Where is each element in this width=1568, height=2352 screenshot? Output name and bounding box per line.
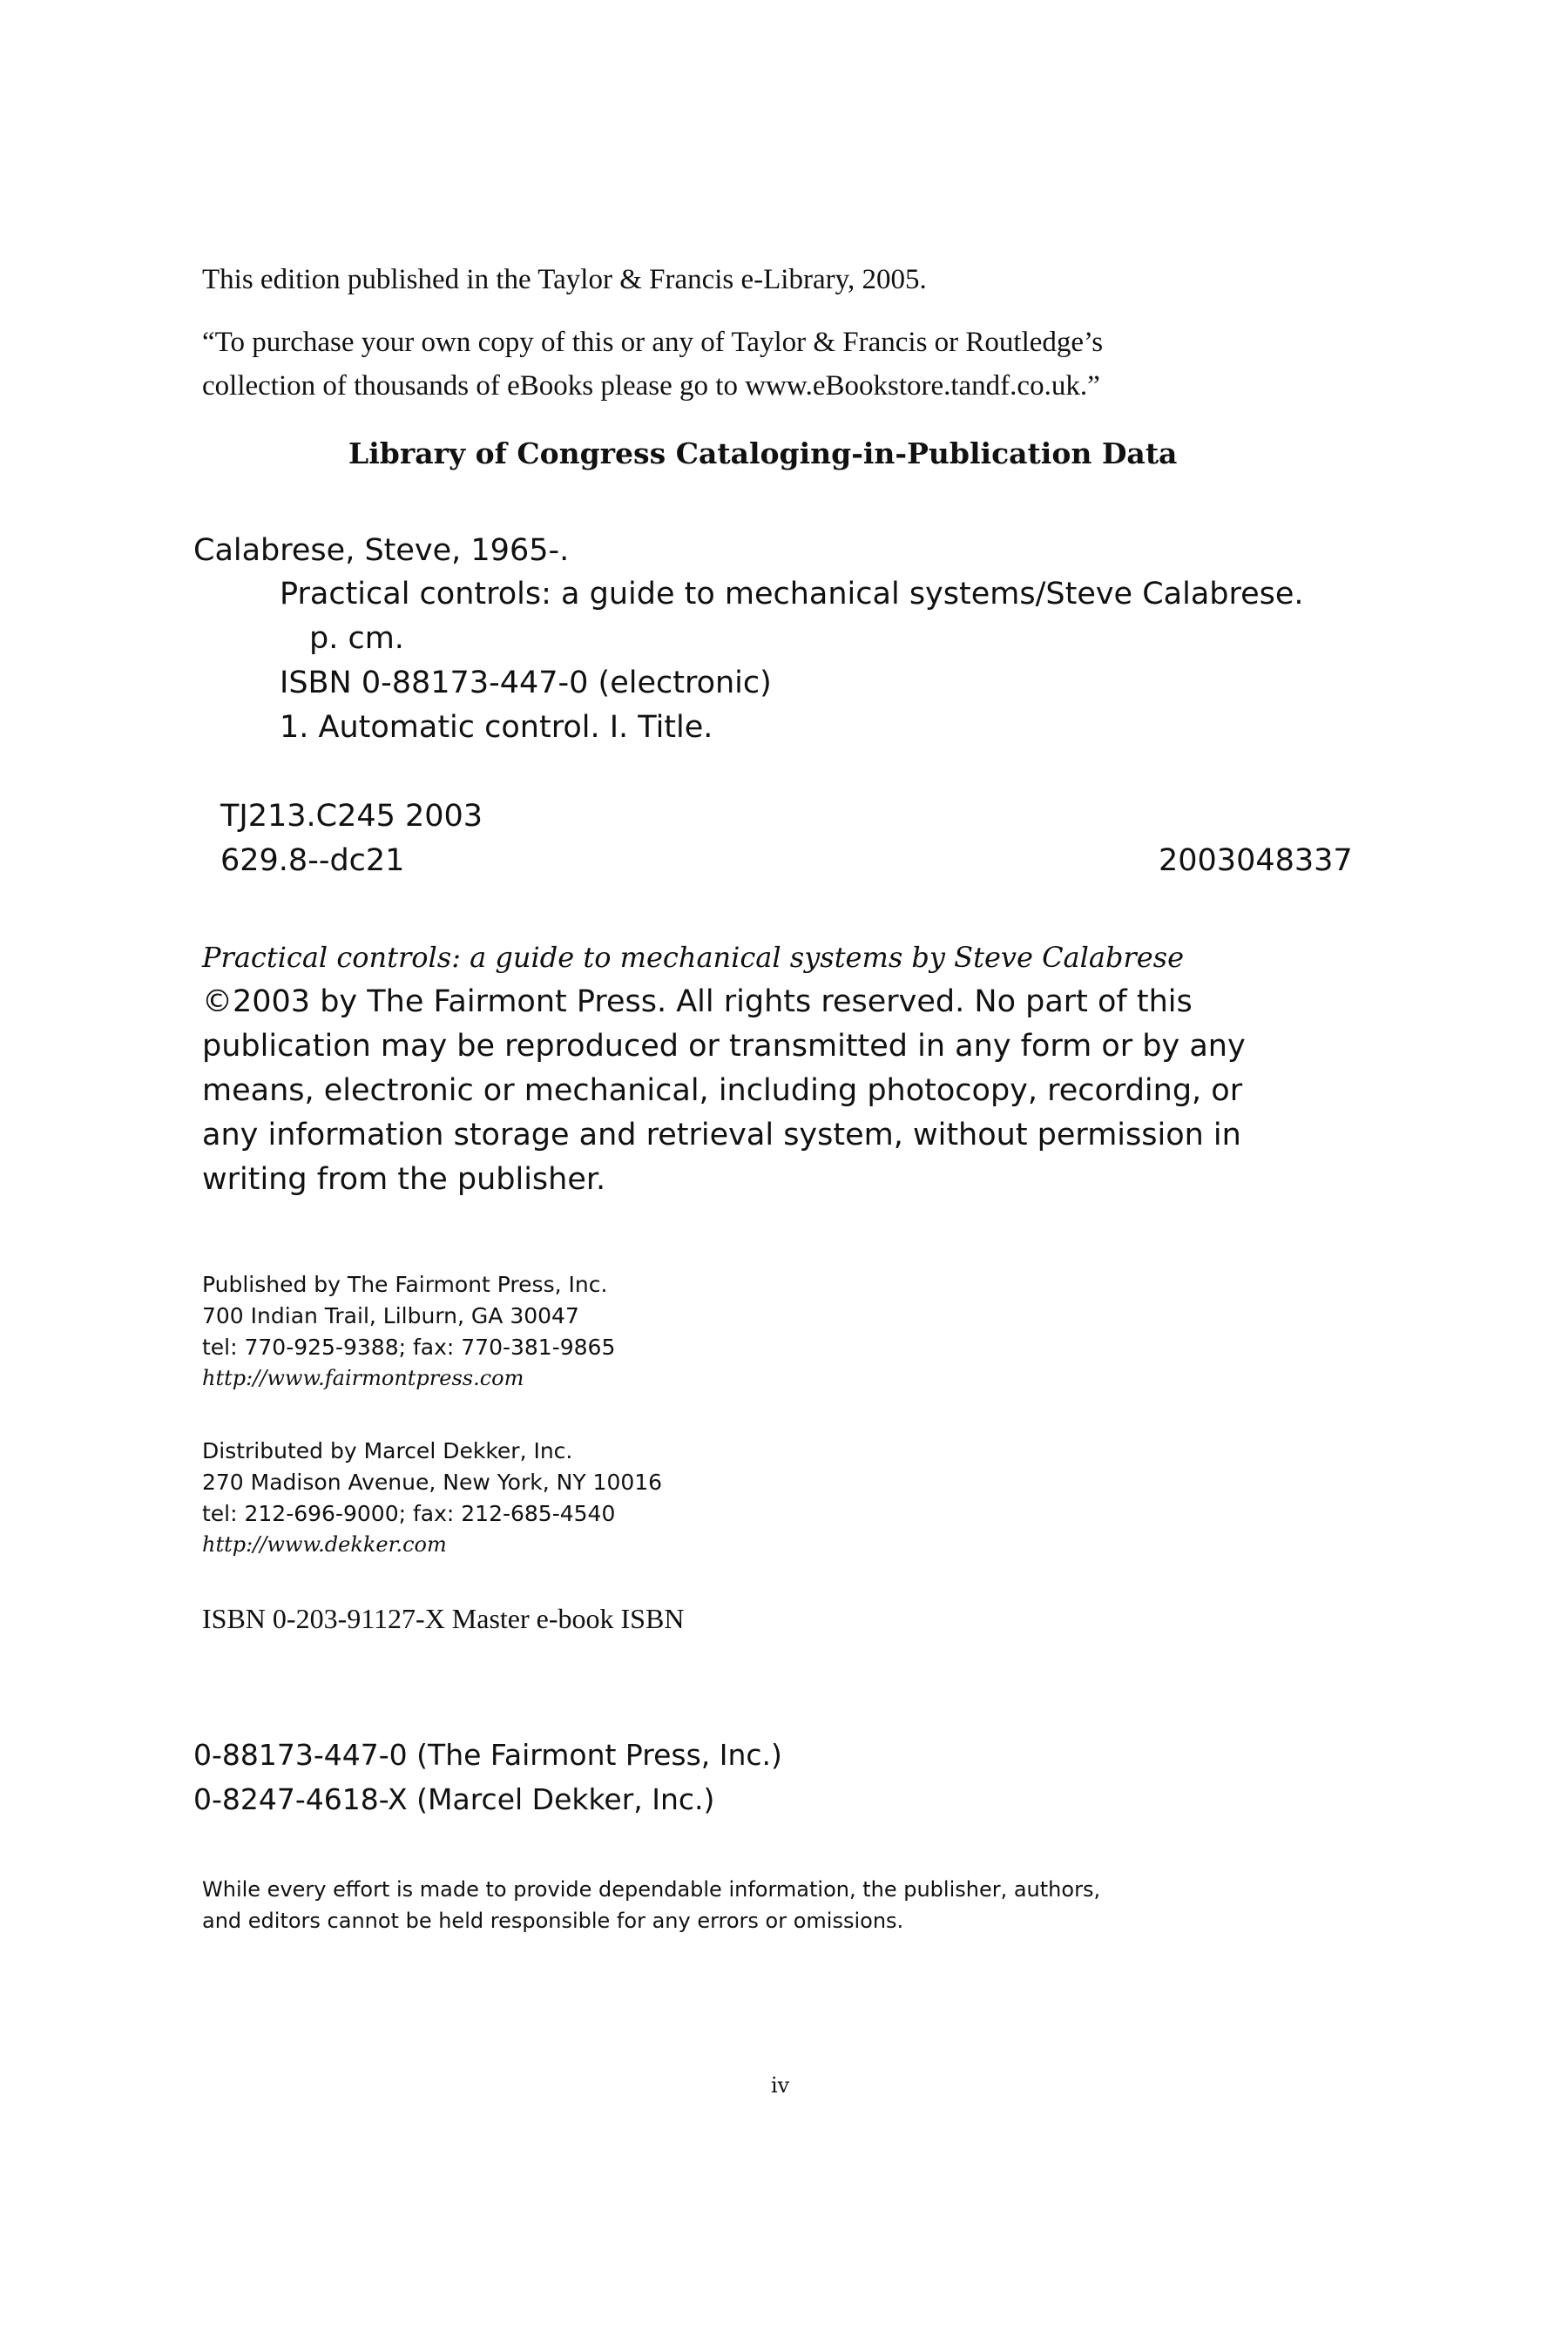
distributor-phone: tel: 212-696-9000; fax: 212-685-4540 [202,1501,616,1526]
copyright-line-1: ©2003 by The Fairmont Press. All rights reserved. No part of this [202,984,1193,1019]
purchase-notice-line-1: “To purchase your own copy of this or any of Taylor & Francis or Routledge’s [202,327,1104,358]
distributor-url[interactable]: http://www.dekker.com [202,1532,447,1557]
lc-class-number: TJ213.C245 2003 [220,799,483,834]
cip-pcm: p. cm. [309,621,404,656]
dewey-number: 629.8--dc21 [220,843,405,878]
lccn: 2003048337 [1159,843,1353,878]
distributor-address: 270 Madison Avenue, New York, NY 10016 [202,1470,663,1495]
copyright-line-3: means, electronic or mechanical, including photocopy, recording, or [202,1073,1243,1108]
publisher-name: Published by The Fairmont Press, Inc. [202,1272,608,1297]
isbn-dekker: 0-8247-4618-X (Marcel Dekker, Inc.) [193,1782,715,1816]
cip-isbn: ISBN 0-88173-447-0 (electronic) [280,666,772,700]
cip-subject: 1. Automatic control. I. Title. [280,710,713,745]
cip-author: Calabrese, Steve, 1965-. [193,533,570,568]
cip-heading: Library of Congress Cataloging-in-Publication Data [348,436,1178,470]
publisher-phone: tel: 770-925-9388; fax: 770-381-9865 [202,1335,616,1360]
distributor-name: Distributed by Marcel Dekker, Inc. [202,1438,573,1463]
edition-statement: This edition published in the Taylor & Francis e-Library, 2005. [202,264,927,295]
copyright-line-2: publication may be reproduced or transmitted in any form or by any [202,1029,1246,1064]
publisher-url[interactable]: http://www.fairmontpress.com [202,1366,524,1390]
copyright-work-title: Practical controls: a guide to mechanical systems by Steve Calabrese [202,941,1185,974]
page-number: iv [771,2073,790,2098]
isbn-fairmont: 0-88173-447-0 (The Fairmont Press, Inc.) [193,1738,782,1772]
disclaimer-line-1: While every effort is made to provide dependable information, the publisher, authors, [202,1877,1101,1902]
copyright-line-5: writing from the publisher. [202,1162,606,1197]
publisher-address: 700 Indian Trail, Lilburn, GA 30047 [202,1303,579,1328]
purchase-notice-line-2: collection of thousands of eBooks please go to www.eBookstore.tandf.co.uk.” [202,370,1100,402]
disclaimer-line-2: and editors cannot be held responsible for any errors or omissions. [202,1909,904,1933]
master-ebook-isbn: ISBN 0-203-91127-X Master e-book ISBN [202,1603,685,1634]
copyright-line-4: any information storage and retrieval system, without permission in [202,1118,1241,1152]
cip-title: Practical controls: a guide to mechanical systems/Steve Calabrese. [280,577,1304,612]
